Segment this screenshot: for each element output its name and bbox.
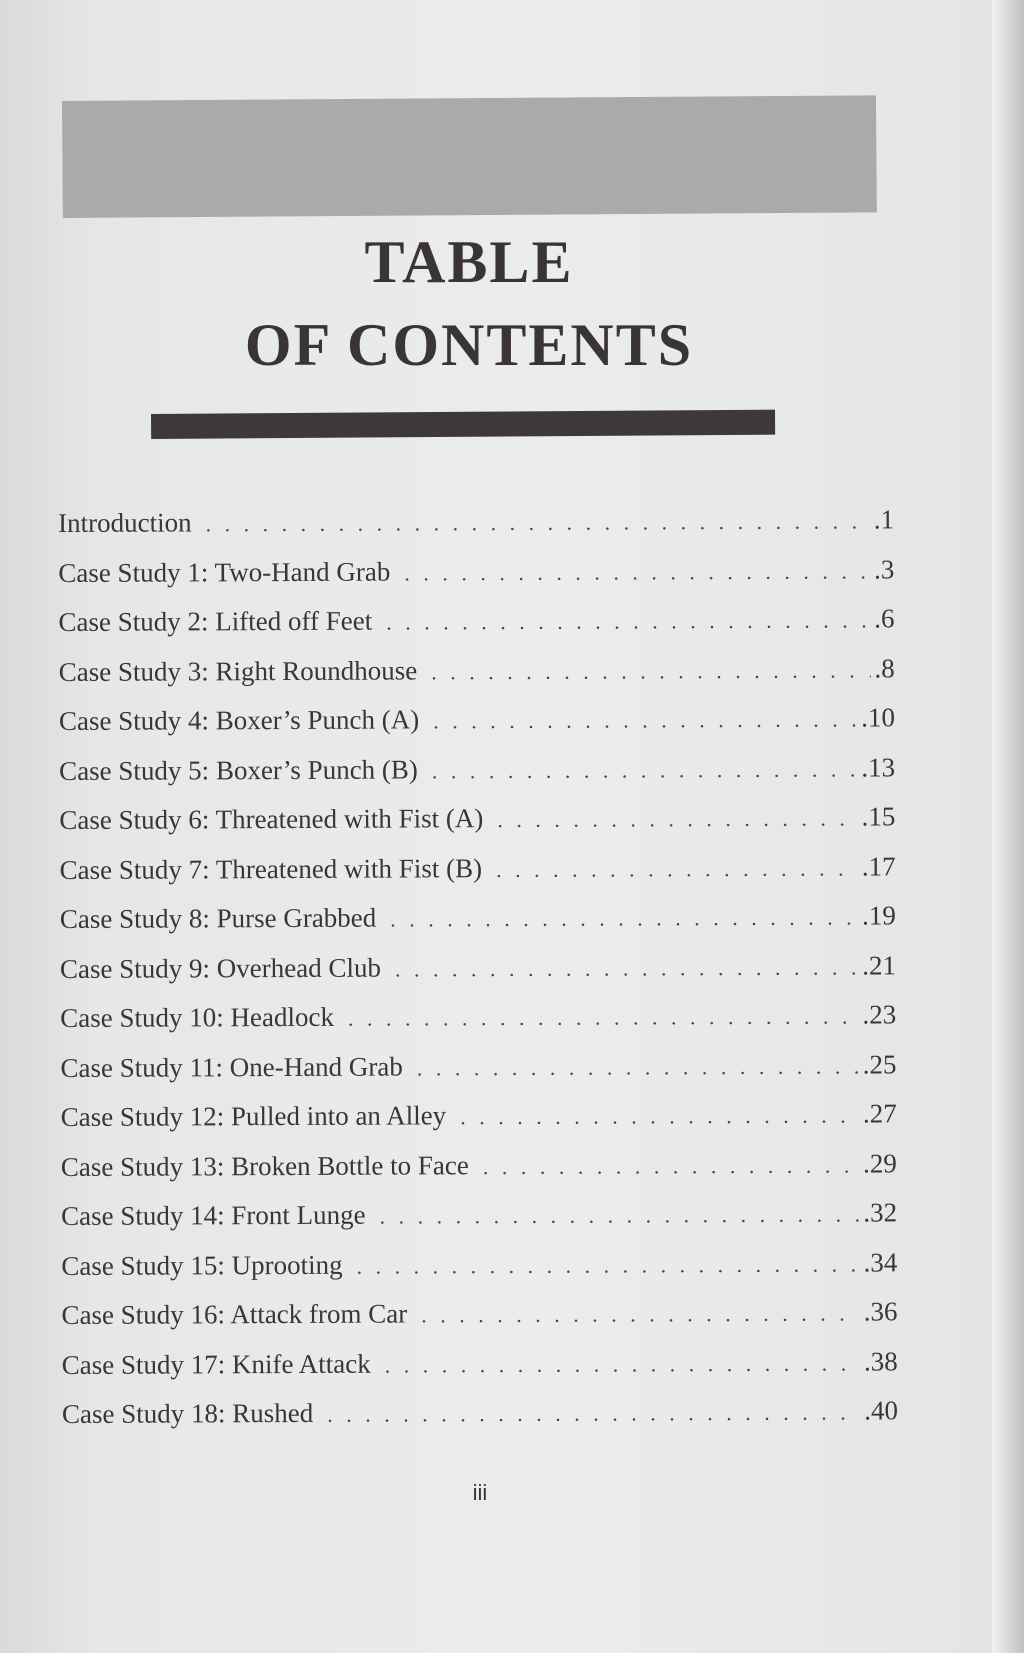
toc-entry-page: .15 — [861, 801, 896, 832]
toc-entry-title: Case Study 15: Uprooting — [61, 1249, 343, 1281]
toc-entry — [58, 554, 894, 607]
toc-dot-leader — [431, 657, 870, 685]
toc-entry — [61, 1098, 897, 1151]
toc-entry-title: Case Study 4: Boxer’s Punch (A) — [58, 704, 420, 736]
toc-entry-page: .38 — [863, 1345, 898, 1376]
toc-entry-page: .36 — [863, 1296, 898, 1327]
toc-entry-title: Case Study 5: Boxer’s Punch (B) — [59, 753, 418, 786]
toc-entry-page: .10 — [861, 702, 895, 733]
toc-entry-title: Case Study 8: Purse Grabbed — [59, 902, 377, 934]
toc-entry-page: .21 — [862, 949, 897, 980]
toc-entry — [60, 999, 896, 1052]
toc-entry-title: Case Study 1: Two-Hand Grab — [58, 556, 391, 588]
toc-entry-title: Case Study 3: Right Roundhouse — [58, 654, 418, 687]
heading-line-1: TABLE — [364, 229, 574, 295]
toc-dot-leader — [417, 1053, 859, 1081]
toc-entry — [60, 900, 896, 953]
toc-entry-page: .29 — [863, 1147, 897, 1178]
toc-dot-leader — [386, 607, 870, 635]
header-grey-band — [62, 95, 877, 218]
toc-entry-title: Case Study 11: One-Hand Grab — [60, 1051, 403, 1083]
toc-entry-title: Case Study 18: Rushed — [61, 1397, 314, 1429]
toc-entry-page: .40 — [864, 1395, 899, 1426]
toc-dot-leader — [497, 806, 857, 834]
toc-entry — [59, 702, 895, 755]
toc-entry — [60, 950, 896, 1003]
toc-entry-title: Case Study 7: Threatened with Fist (B) — [59, 852, 483, 885]
toc-entry — [61, 1296, 897, 1349]
toc-entry — [61, 1247, 897, 1300]
toc-dot-leader — [483, 1152, 859, 1180]
toc-entry — [61, 1197, 897, 1250]
heading-divider-bar — [151, 410, 775, 439]
toc-entry-title: Case Study 12: Pulled into an Alley — [60, 1100, 447, 1132]
toc-entry-page: .1 — [873, 504, 895, 535]
toc-entry-page: .17 — [861, 850, 896, 881]
page-number: iii — [472, 1480, 488, 1505]
toc-dot-leader — [432, 756, 858, 784]
toc-dot-leader — [348, 1004, 859, 1032]
toc-dot-leader — [395, 954, 858, 982]
toc-entry — [60, 851, 896, 904]
toc-entry-page: .3 — [873, 553, 895, 584]
toc-entry-page: .25 — [862, 1048, 897, 1079]
toc-entry — [58, 504, 894, 557]
toc-entry-page: .23 — [862, 999, 897, 1030]
toc-entry — [60, 1049, 896, 1102]
heading-line-2: OF CONTENTS — [244, 312, 694, 378]
toc-dot-leader — [390, 905, 858, 933]
toc-entry — [62, 1346, 898, 1399]
toc-dot-leader — [460, 1103, 859, 1131]
toc-dot-leader — [357, 1251, 860, 1279]
toc-entry-title: Case Study 16: Attack from Car — [61, 1298, 408, 1330]
toc-entry-page: .8 — [874, 652, 895, 683]
toc-dot-leader — [433, 707, 857, 735]
toc-entry-page: .6 — [874, 603, 895, 634]
toc-entry-page: .34 — [863, 1246, 898, 1277]
toc-dot-leader — [404, 558, 870, 586]
table-of-contents-list — [58, 504, 898, 1448]
toc-dot-leader — [421, 1301, 860, 1329]
toc-entry-page: .13 — [861, 751, 896, 782]
page-edge — [992, 0, 1024, 1653]
toc-entry — [59, 801, 895, 854]
toc-entry-title: Introduction — [58, 507, 192, 538]
toc-dot-leader — [327, 1400, 860, 1428]
toc-entry-title: Case Study 9: Overhead Club — [59, 952, 382, 984]
toc-dot-leader — [496, 855, 858, 883]
toc-entry-title: Case Study 17: Knife Attack — [61, 1348, 371, 1380]
toc-entry-title: Case Study 13: Broken Bottle to Face — [60, 1149, 469, 1182]
toc-entry-page: .32 — [863, 1197, 898, 1228]
toc-entry — [62, 1395, 898, 1448]
toc-entry — [59, 752, 895, 805]
toc-entry — [61, 1148, 897, 1201]
toc-dot-leader — [385, 1350, 860, 1378]
toc-entry-title: Case Study 6: Threatened with Fist (A) — [59, 803, 484, 835]
toc-entry-page: .27 — [862, 1098, 897, 1129]
toc-entry-title: Case Study 14: Front Lunge — [61, 1199, 366, 1231]
toc-entry-title: Case Study 2: Lifted off Feet — [58, 605, 373, 637]
toc-entry-page: .19 — [861, 900, 896, 931]
toc-dot-leader — [380, 1202, 860, 1230]
toc-dot-leader — [206, 508, 870, 537]
toc-entry — [58, 603, 894, 656]
toc-entry — [59, 653, 895, 706]
toc-entry-title: Case Study 10: Headlock — [60, 1001, 335, 1033]
